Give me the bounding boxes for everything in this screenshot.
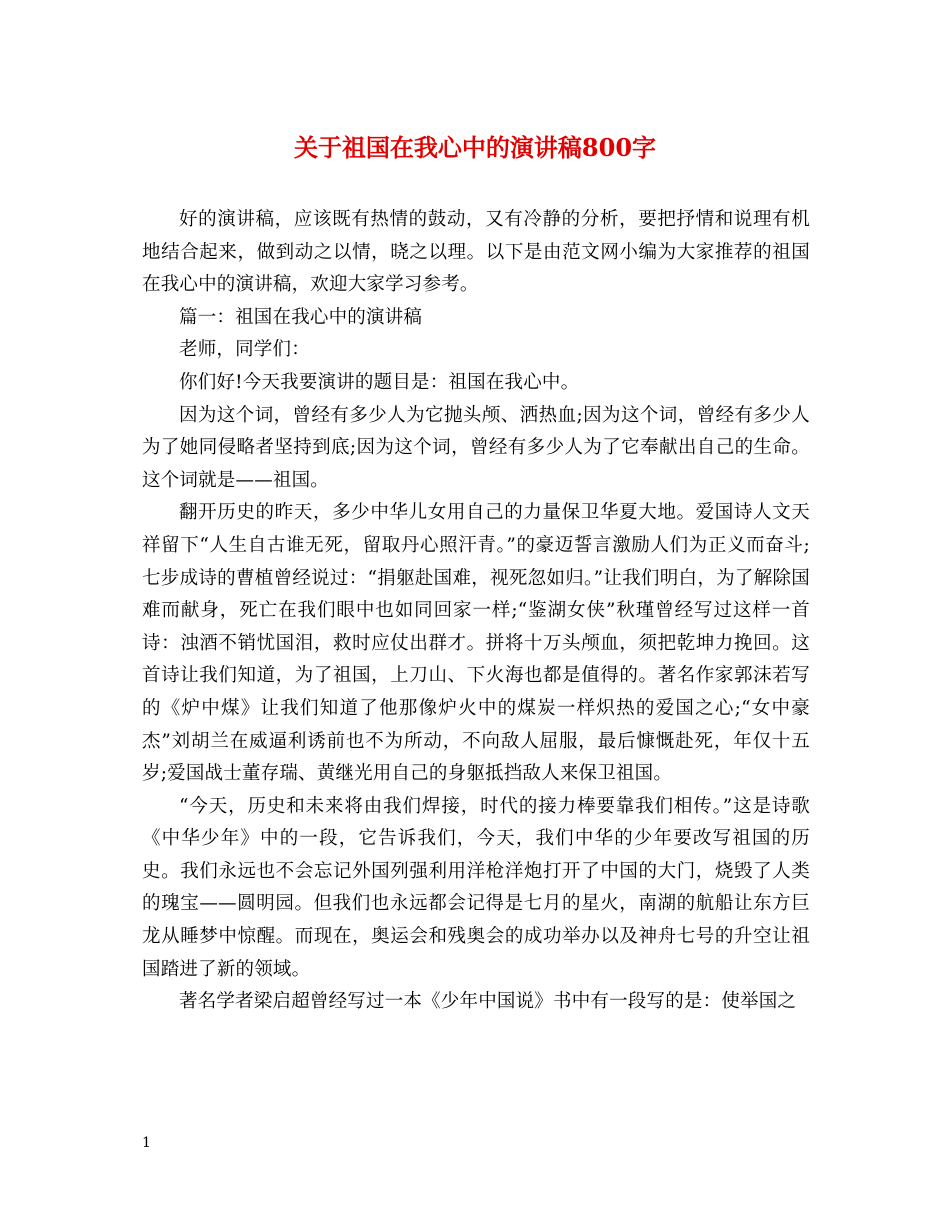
paragraph-greeting: 你们好!今天我要演讲的题目是：祖国在我心中。 xyxy=(179,371,580,393)
paragraph-body-4: 著名学者梁启超曾经写过一本《少年中国说》书中有一段写的是：使举国之 xyxy=(179,991,797,1013)
paragraph-section-heading: 篇一：祖国在我心中的演讲稿 xyxy=(179,306,423,328)
paragraph-body-1: 因为这个词，曾经有多少人为它抛头颅、洒热血;因为这个词，曾经有多少人为了她同侵略者坚持到底;因为这个词，曾经有多少人为了它奉献出自己的生命。这个词就是——祖国。 xyxy=(142,404,810,491)
page-number: 1 xyxy=(142,1135,151,1151)
paragraph-body-2: 翻开历史的昨天，多少中华儿女用自己的力量保卫华夏大地。爱国诗人文天祥留下“人生自古谁无死，留取丹心照汗青。”的豪迈誓言激励人们为正义而奋斗;七步成诗的曹植曾经说过：“捐躯赴国难，视死忽如归。”让我们明白，为了解除国难而献身，死亡在我们眼中也如同回家一样;“鉴湖女侠”秋瑾曾经写过这样一首诗：浊酒不销忧国泪，救时应仗出群才。拼将十万头颅血，须把乾坤力挽回。这首诗让我们知道，为了祖国，上刀山、下火海也都是值得的。著名作家郭沫若写的《炉中煤》让我们知道了他那像炉火中的煤炭一样炽热的爱国之心;“女中豪杰”刘胡兰在威逼利诱前也不为所动，不向敌人屈服，最后慷慨赴死，年仅十五岁;爱国战士董存瑞、黄继光用自己的身躯抵挡敌人来保卫祖国。 xyxy=(142,502,810,785)
paragraph-body-3: “今天，历史和未来将由我们焊接，时代的接力棒要靠我们相传。”这是诗歌《中华少年》中的一段，它告诉我们，今天，我们中华的少年要改写祖国的历史。我们永远也不会忘记外国列强利用洋枪洋炮打开了中国的大门，烧毁了人类的瑰宝——圆明园。但我们也永远都会记得是七月的星火，南湖的航船让东方巨龙从睡梦中惊醒。而现在，奥运会和残奥会的成功举办以及神舟七号的升空让祖国踏进了新的领域。 xyxy=(142,795,810,980)
paragraph-salutation: 老师，同学们： xyxy=(179,339,310,361)
document-title: 关于祖国在我心中的演讲稿800字 xyxy=(293,133,657,162)
document-body xyxy=(142,204,810,1019)
paragraph-intro: 好的演讲稿，应该既有热情的鼓动，又有冷静的分析，要把抒情和说理有机地结合起来，做到动之以情，晓之以理。以下是由范文网小编为大家推荐的祖国在我心中的演讲稿，欢迎大家学习参考。 xyxy=(142,209,810,296)
